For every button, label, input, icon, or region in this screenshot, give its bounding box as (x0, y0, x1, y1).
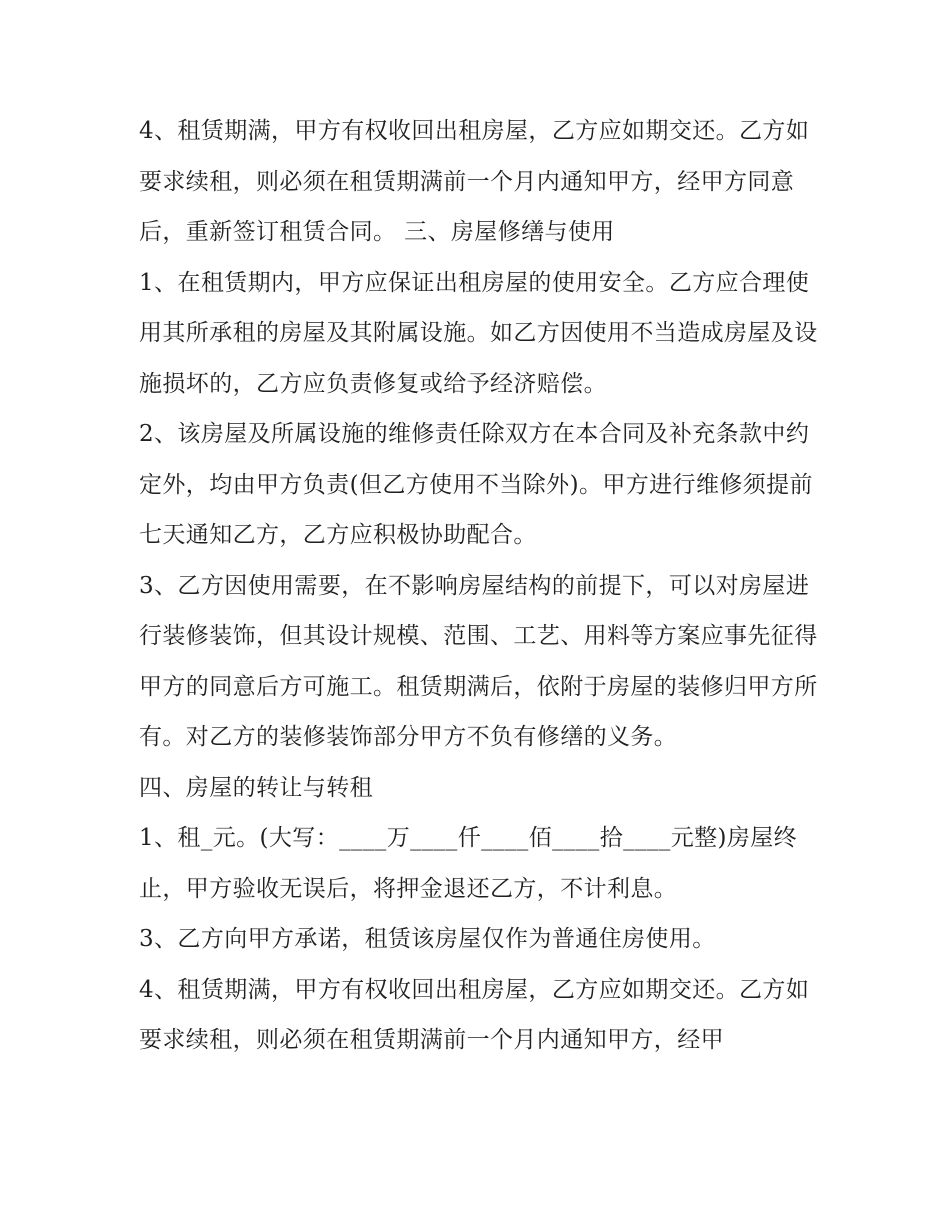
document-body (139, 106, 819, 1066)
paragraph-renewal-clause: 4、租赁期满，甲方有权收回出租房屋，乙方应如期交还。乙方如要求续租，则必须在租赁期满前一个月内通知甲方，经甲方同意后，重新签订租赁合同。 三、房屋修缮与使用 (139, 118, 810, 245)
paragraph-maintenance-duty: 2、该房屋及所属设施的维修责任除双方在本合同及补充条款中约定外，均由甲方负责(但乙方使用不当除外)。甲方进行维修须提前七天通知乙方，乙方应积极协助配合。 (139, 421, 813, 548)
paragraph-decoration: 3、乙方因使用需要，在不影响房屋结构的前提下，可以对房屋进行装修装饰，但其设计规模、范围、工艺、用料等方案应事先征得甲方的同意后方可施工。租赁期满后，依附于房屋的装修归甲方所有。对乙方的装修装饰部分甲方不负有修缮的义务。 (139, 572, 818, 750)
section-heading-transfer: 四、房屋的转让与转租 (139, 774, 373, 801)
paragraph-repair-safety: 1、在租赁期内，甲方应保证出租房屋的使用安全。乙方应合理使用其所承租的房屋及其附属设施。如乙方因使用不当造成房屋及设施损坏的，乙方应负责修复或给予经济赔偿。 (139, 269, 818, 397)
paragraph-residential-use: 3、乙方向甲方承诺，租赁该房屋仅作为普通住房使用。 (139, 926, 716, 952)
paragraph-renewal-clause-repeat: 4、租赁期满，甲方有权收回出租房屋，乙方应如期交还。乙方如要求续租，则必须在租赁期满前一个月内通知甲方，经甲 (139, 976, 810, 1053)
paragraph-rent-deposit: 1、租_元。(大写：____万____仟____佰____拾____元整)房屋终止，甲方验收无误后，将押金退还乙方，不计利息。 (139, 825, 798, 902)
